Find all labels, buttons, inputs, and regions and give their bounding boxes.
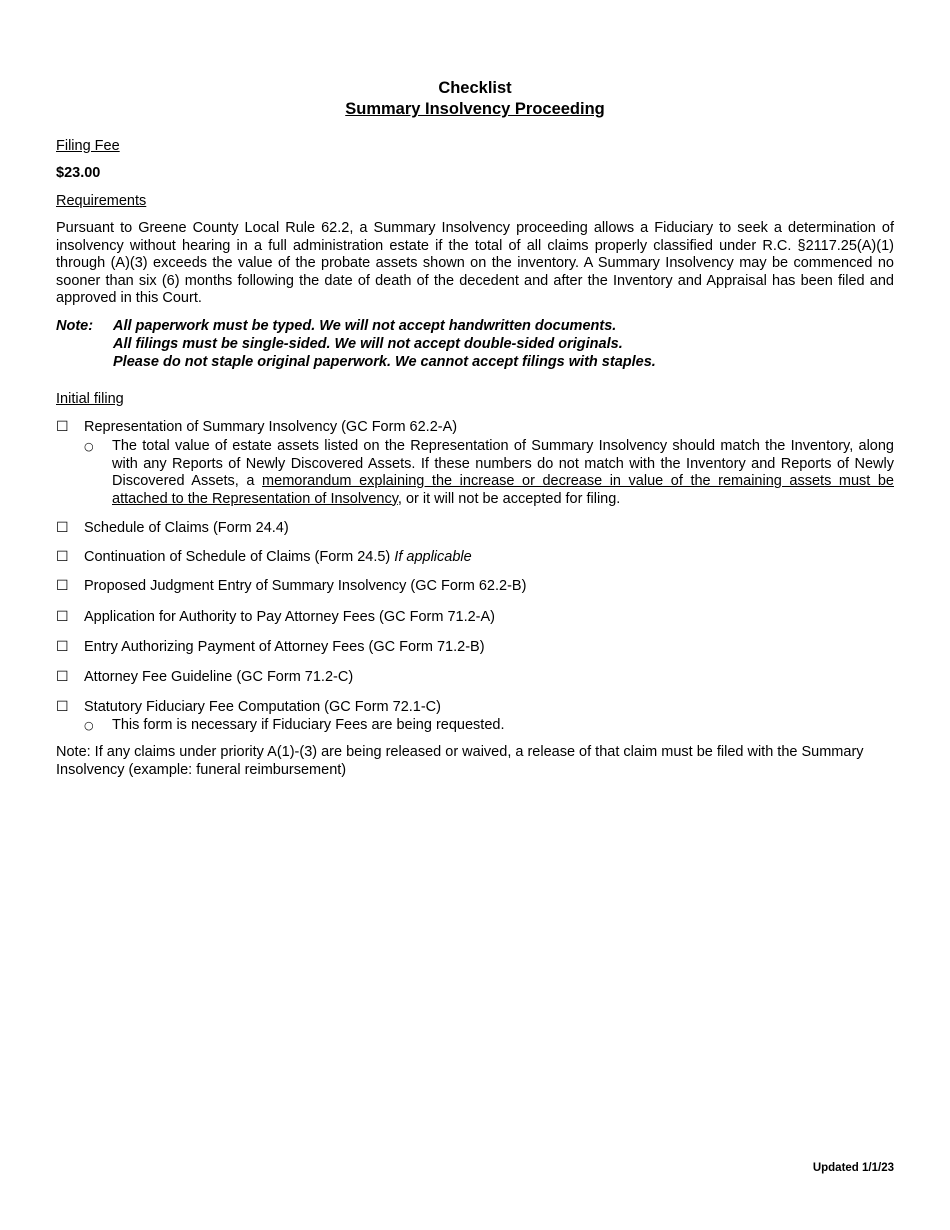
checkbox[interactable]: ☐ bbox=[56, 699, 69, 715]
sub-text-part: , or it will not be accepted for filing. bbox=[397, 490, 621, 507]
checkbox[interactable]: ☐ bbox=[56, 520, 69, 536]
note-line: Please do not staple original paperwork. We cannot accept filings with staples. bbox=[113, 354, 656, 370]
checkbox[interactable]: ☐ bbox=[56, 549, 69, 565]
checkbox[interactable]: ☐ bbox=[56, 669, 69, 685]
circle-bullet-icon: ○ bbox=[84, 719, 94, 732]
checkbox[interactable]: ☐ bbox=[56, 609, 69, 625]
document-title: Checklist bbox=[438, 79, 512, 97]
requirements-heading: Requirements bbox=[56, 193, 147, 209]
label-text: Continuation of Schedule of Claims (Form 24.5) bbox=[84, 549, 395, 565]
updated-date: Updated 1/1/23 bbox=[812, 1162, 894, 1174]
document-page bbox=[56, 0, 894, 1230]
note-lines bbox=[113, 318, 656, 372]
document-subtitle: Summary Insolvency Proceeding bbox=[345, 100, 605, 118]
note-label: Note: bbox=[56, 318, 94, 334]
filing-fee-amount: $23.00 bbox=[56, 165, 101, 181]
checklist-item-label: Attorney Fee Guideline (GC Form 71.2-C) bbox=[84, 669, 354, 685]
final-note: Note: If any claims under priority A(1)-(3) are being released or waived, a release of that claim must be filed with the Summary Insolvency (example: funeral reimbursement) bbox=[56, 744, 864, 778]
filing-fee-heading: Filing Fee bbox=[56, 138, 120, 154]
checklist-item-label: Statutory Fiduciary Fee Computation (GC Form 72.1-C) bbox=[84, 699, 441, 715]
sub-text-part: The total value of estate assets listed on the Representation of Summary Insolvency should match the Inventory, along with any Reports of Newly Discovered Assets. If these numbers do not match with the Inventory and Reports of Newly Discovered Assets, a bbox=[112, 438, 894, 489]
circle-bullet-icon: ○ bbox=[84, 440, 94, 453]
checklist-item-label: Application for Authority to Pay Attorney Fees (GC Form 71.2-A) bbox=[84, 609, 496, 625]
checklist-item-label: Entry Authorizing Payment of Attorney Fees (GC Form 71.2-B) bbox=[84, 639, 485, 655]
checklist-item-label bbox=[84, 549, 472, 567]
checkbox[interactable]: ☐ bbox=[56, 639, 69, 655]
checkbox[interactable]: ☐ bbox=[56, 419, 69, 435]
checklist-item-label: Representation of Summary Insolvency (GC Form 62.2-A) bbox=[84, 419, 458, 435]
note-line: All paperwork must be typed. We will not accept handwritten documents. bbox=[113, 318, 617, 334]
sub-bullet-text bbox=[112, 438, 894, 508]
sub-text-underlined: memorandum explaining the increase or decrease in value of the remaining assets must be attached to the Representation of Insolvency bbox=[112, 473, 894, 507]
sub-bullet-text: This form is necessary if Fiduciary Fees are being requested. bbox=[112, 717, 505, 733]
label-italic-suffix: If applicable bbox=[394, 549, 472, 565]
requirements-paragraph: Pursuant to Greene County Local Rule 62.2, a Summary Insolvency proceeding allows a Fiduciary to seek a determination of insolvency without hearing in a full administration estate if the total of all claims properly classified under R.C. §2117.25(A)(1) through (A)(3) exceeds the value of the probate assets shown on the inventory. A Summary Insolvency may be commenced no sooner than six (6) months following the date of death of the decedent and after the Inventory and Appraisal has been filed and approved in this Court. bbox=[56, 220, 894, 306]
note-line: All filings must be single-sided. We will not accept double-sided originals. bbox=[113, 336, 623, 352]
checklist-item-label: Proposed Judgment Entry of Summary Insolvency (GC Form 62.2-B) bbox=[84, 578, 527, 594]
initial-filing-heading: Initial filing bbox=[56, 391, 124, 407]
checklist-item-label: Schedule of Claims (Form 24.4) bbox=[84, 520, 289, 536]
checkbox[interactable]: ☐ bbox=[56, 578, 69, 594]
